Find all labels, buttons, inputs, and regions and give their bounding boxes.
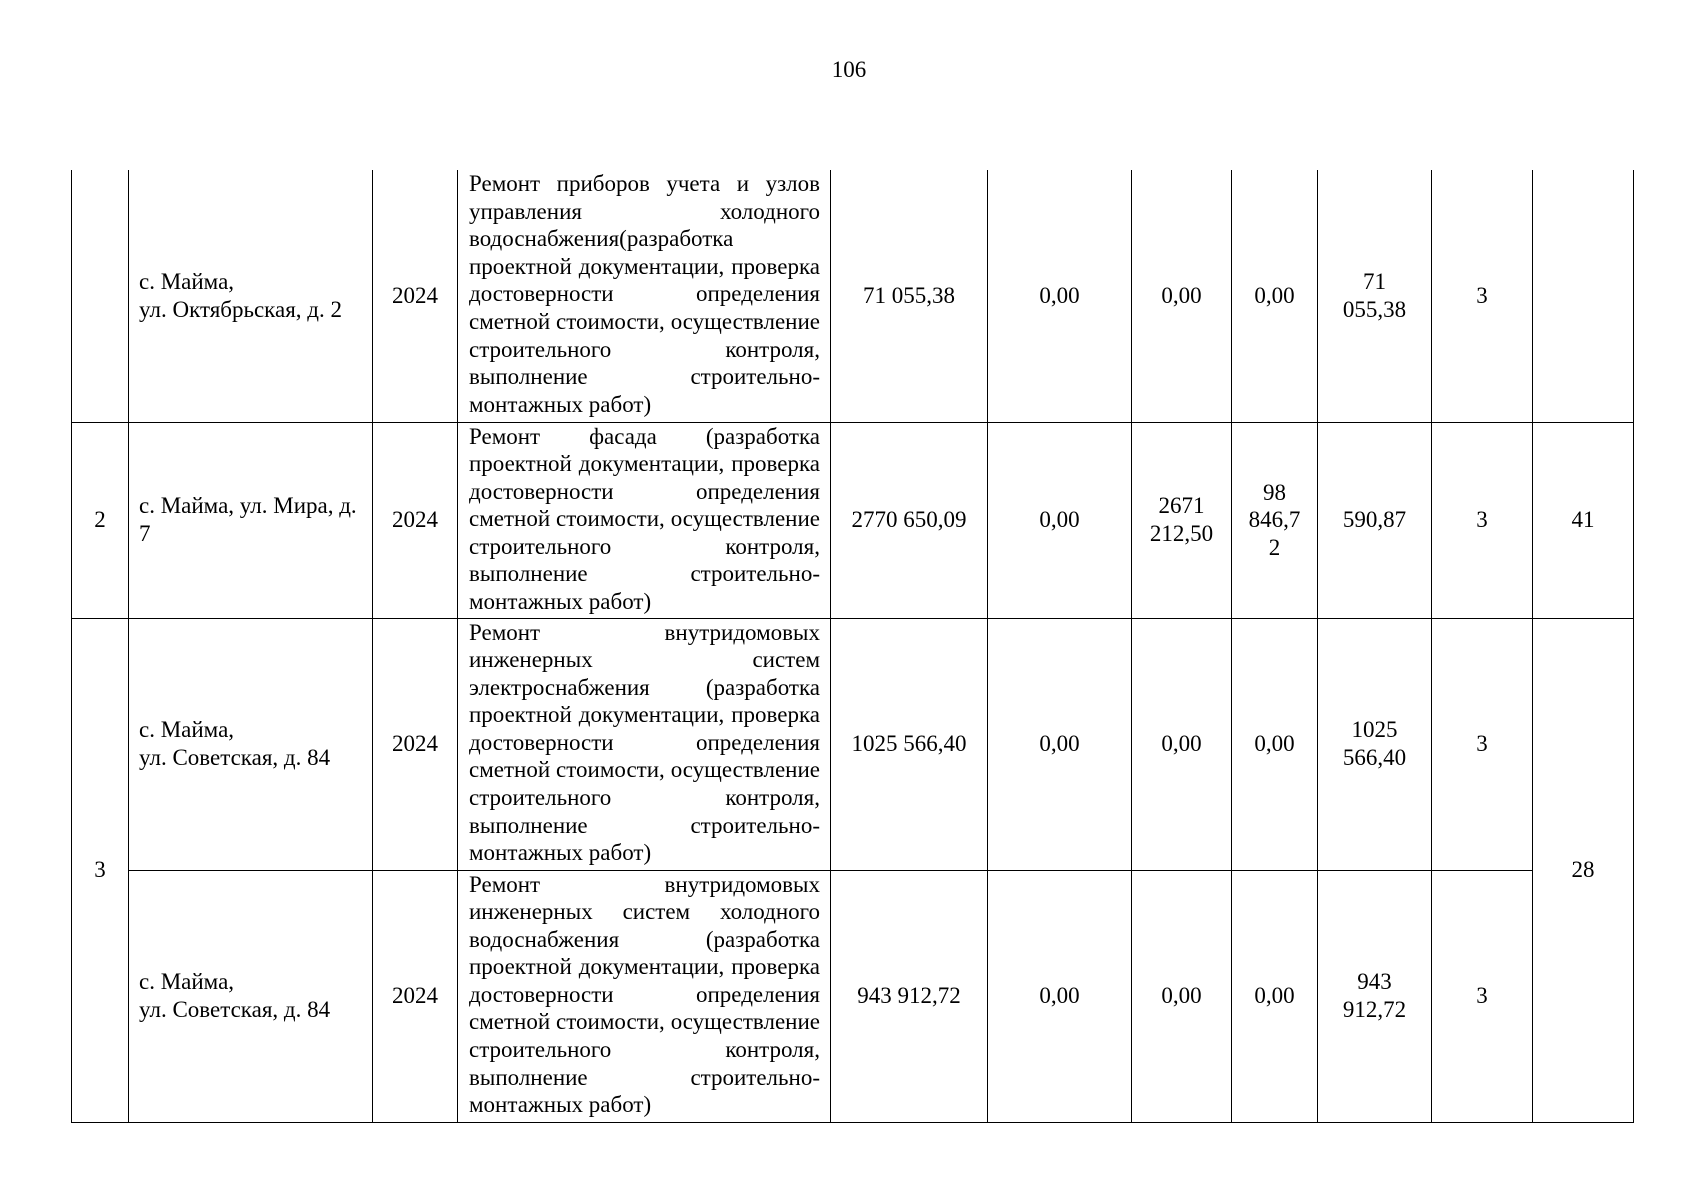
address-cell: с. Майма, ул. Советская, д. 84 (129, 870, 373, 1122)
row-number (72, 170, 129, 422)
table-row (72, 618, 1634, 870)
address-cell: с. Майма, ул. Советская, д. 84 (129, 618, 373, 870)
code-cell: 3 (1432, 422, 1533, 618)
row-number: 3 (72, 618, 129, 1122)
amount-cell: 0,00 (1132, 618, 1232, 870)
year-cell: 2024 (373, 422, 458, 618)
work-description-cell: Ремонт внутридомовых инженерных систем холодного водоснабжения (разработка проектной документации, проверка достоверности определения сметной стоимости, осуществление строительного контроля, выполнение строительно-монтажных работ) (458, 870, 831, 1122)
count-cell (1533, 170, 1634, 422)
amount-cell: 590,87 (1318, 422, 1432, 618)
amount-cell: 2671 212,50 (1132, 422, 1232, 618)
total-cost-cell: 2770 650,09 (831, 422, 988, 618)
year-cell: 2024 (373, 170, 458, 422)
total-cost-cell: 943 912,72 (831, 870, 988, 1122)
amount-cell: 943 912,72 (1318, 870, 1432, 1122)
code-cell: 3 (1432, 170, 1533, 422)
count-cell: 41 (1533, 422, 1634, 618)
amount-cell: 0,00 (988, 618, 1132, 870)
work-description-cell: Ремонт внутридомовых инженерных систем электроснабжения (разработка проектной документации, проверка достоверности определения сметной стоимости, осуществление строительного контроля, выполнение строительно-монтажных работ) (458, 618, 831, 870)
work-description-cell: Ремонт фасада (разработка проектной документации, проверка достоверности определения сметной стоимости, осуществление строительного контроля, выполнение строительно-монтажных работ) (458, 422, 831, 618)
amount-cell: 0,00 (1132, 170, 1232, 422)
table-row (72, 422, 1634, 618)
work-description-cell: Ремонт приборов учета и узлов управления холодного водоснабжения(разработка проектной документации, проверка достоверности определения сметной стоимости, осуществление строительного контроля, выполнение строительно-монтажных работ) (458, 170, 831, 422)
code-cell: 3 (1432, 870, 1533, 1122)
address-cell: с. Майма, ул. Мира, д. 7 (129, 422, 373, 618)
total-cost-cell: 1025 566,40 (831, 618, 988, 870)
amount-cell: 1025 566,40 (1318, 618, 1432, 870)
code-cell: 3 (1432, 618, 1533, 870)
count-cell: 28 (1533, 618, 1634, 1122)
table-row (72, 870, 1634, 1122)
amount-cell: 0,00 (988, 870, 1132, 1122)
amount-cell: 0,00 (988, 170, 1132, 422)
amount-cell: 0,00 (1232, 870, 1318, 1122)
address-cell: с. Майма, ул. Октябрьская, д. 2 (129, 170, 373, 422)
amount-cell: 98 846,7 2 (1232, 422, 1318, 618)
year-cell: 2024 (373, 870, 458, 1122)
page-number: 106 (831, 57, 867, 82)
amount-cell: 0,00 (1232, 170, 1318, 422)
work-schedule-table (71, 170, 1634, 1123)
total-cost-cell: 71 055,38 (831, 170, 988, 422)
amount-cell: 0,00 (988, 422, 1132, 618)
amount-cell: 71 055,38 (1318, 170, 1432, 422)
amount-cell: 0,00 (1132, 870, 1232, 1122)
amount-cell: 0,00 (1232, 618, 1318, 870)
year-cell: 2024 (373, 618, 458, 870)
table-row (72, 170, 1634, 422)
row-number: 2 (72, 422, 129, 618)
